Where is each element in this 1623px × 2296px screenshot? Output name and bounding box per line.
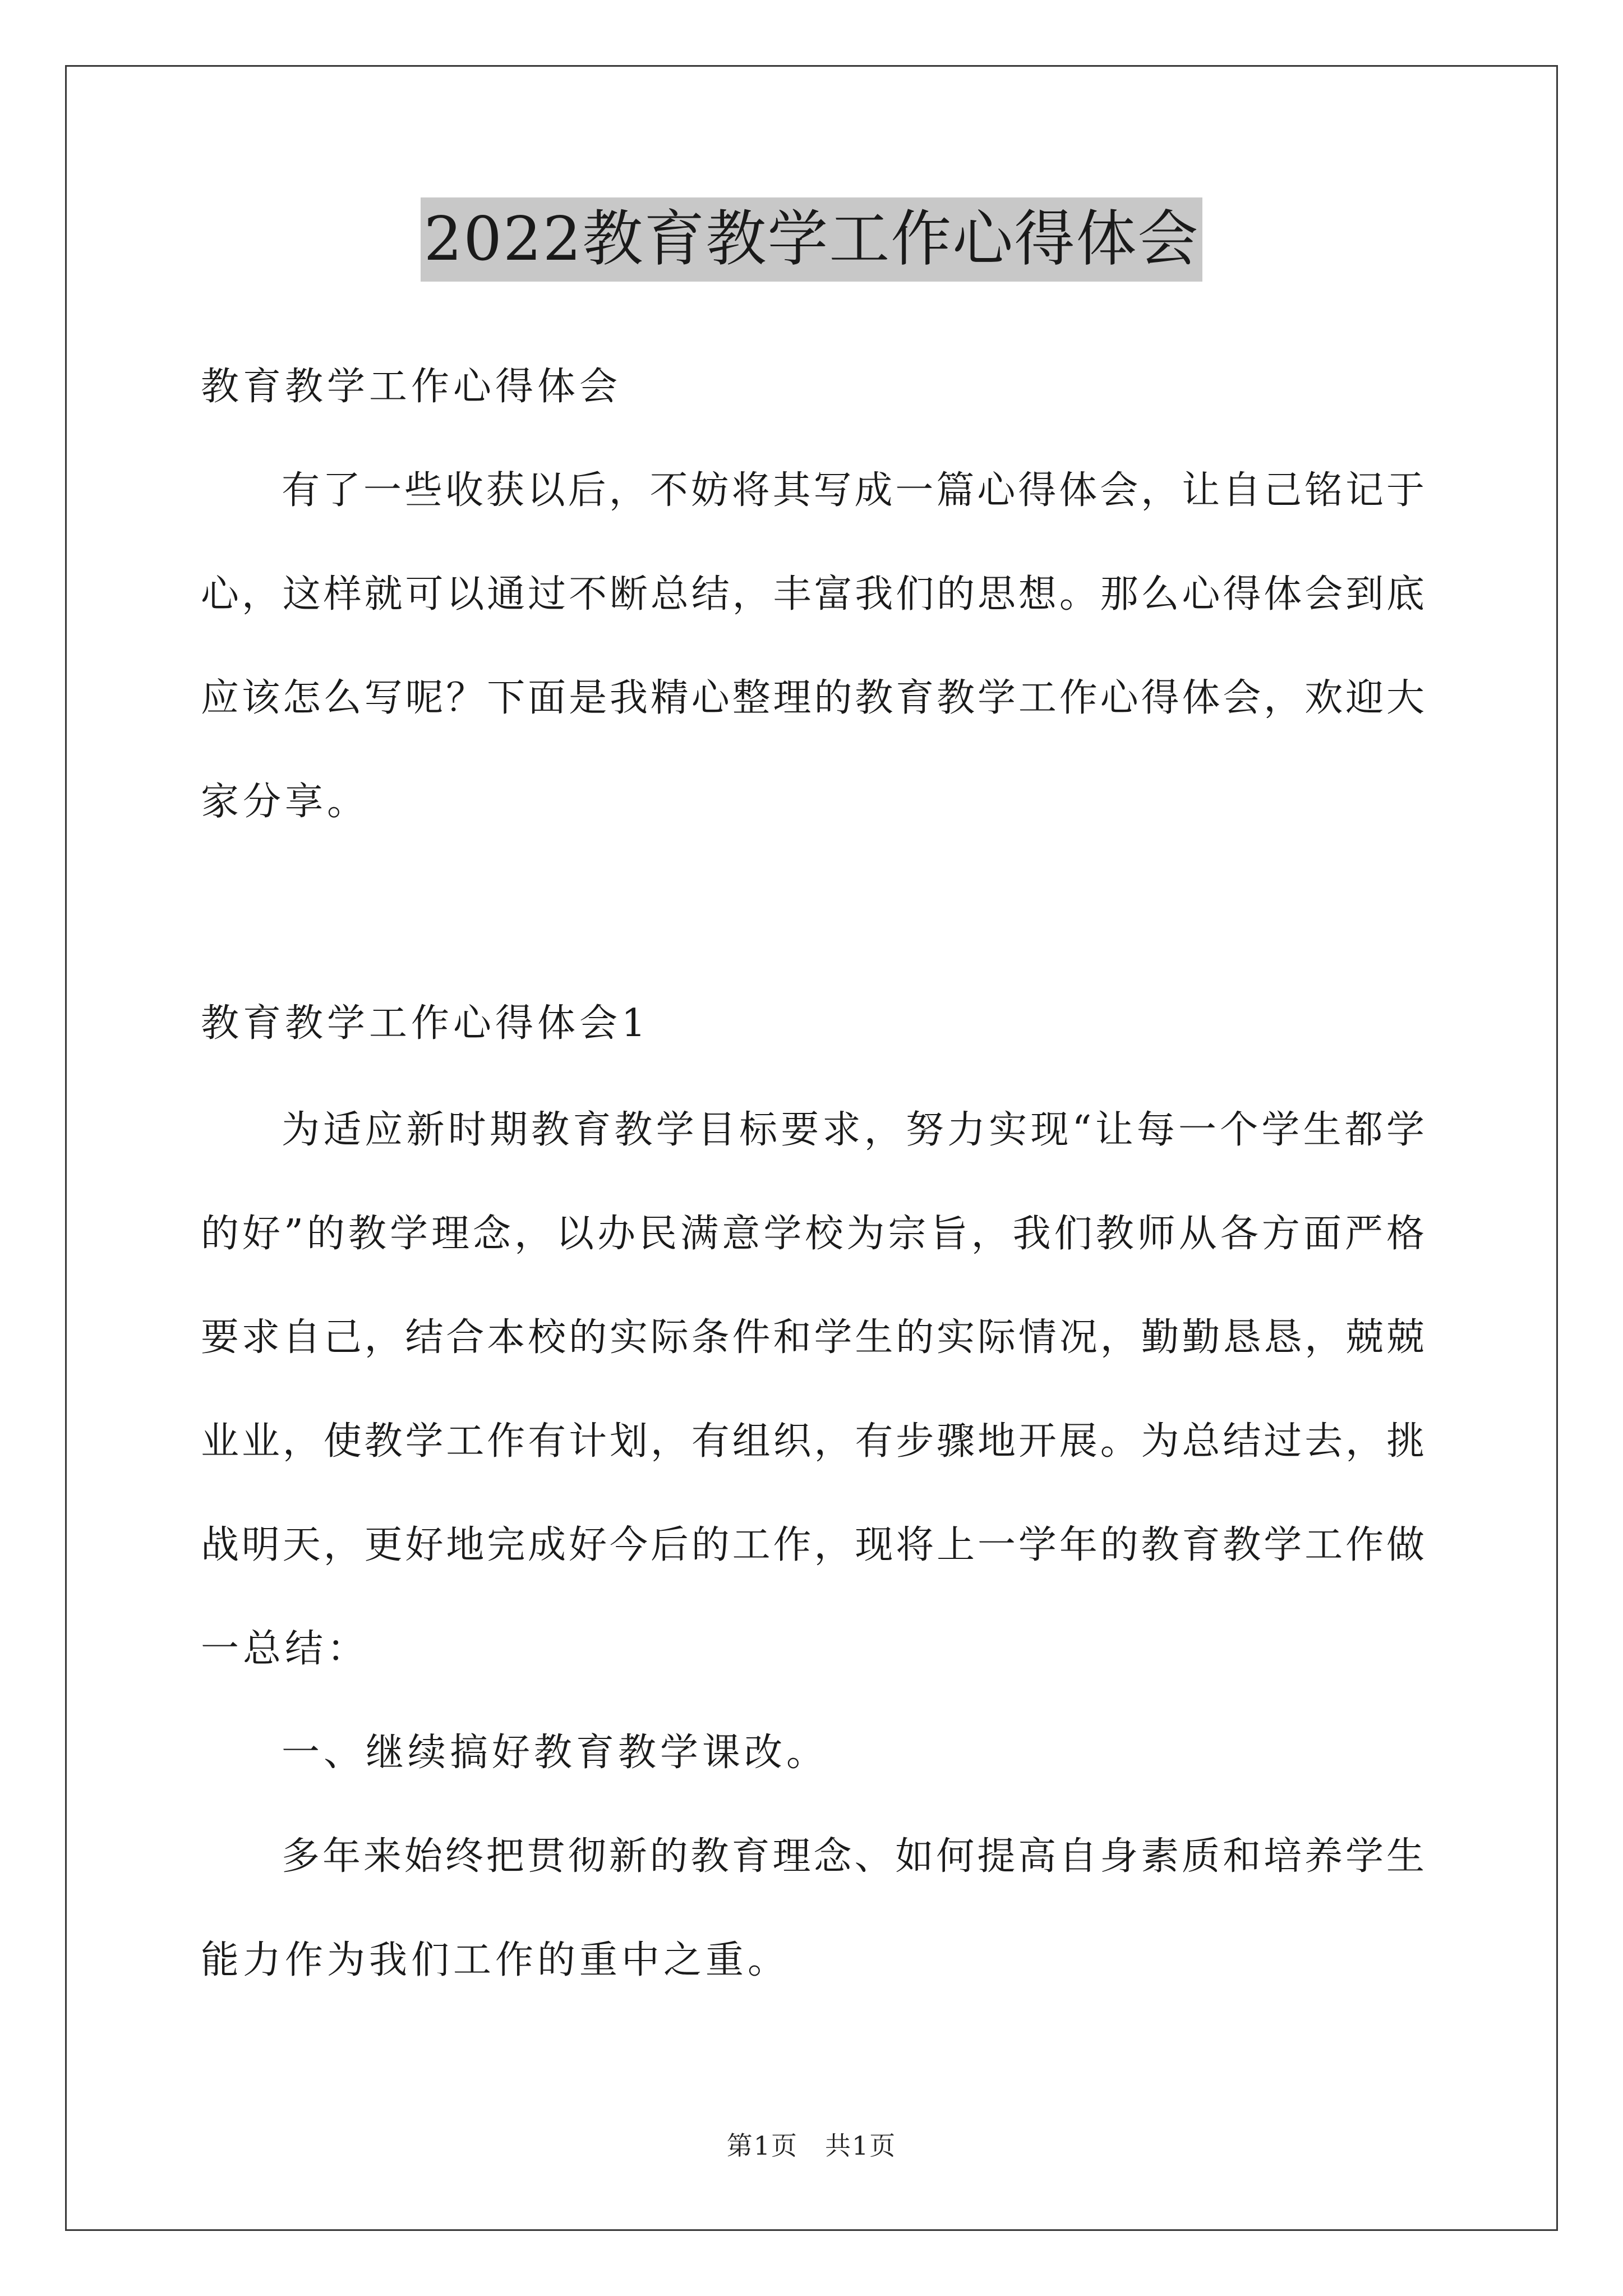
page-footer: 第1页 共1页 (726, 2131, 897, 2161)
body-line-3: 要求自己，结合本校的实际条件和学生的实际情况，勤勤恳恳，兢兢 (201, 1315, 1424, 1360)
section-heading: 教育教学工作心得体会1 (201, 1001, 650, 1046)
body-line-4: 业业，使教学工作有计划，有组织，有步骤地开展。为总结过去，挑 (201, 1419, 1424, 1464)
point-heading: 一、继续搞好教育教学课改。 (282, 1731, 829, 1775)
body-line-1: 为适应新时期教育教学目标要求，努力实现“让每一个学生都学 (282, 1108, 1424, 1152)
intro-line-2: 心，这样就可以通过不断总结，丰富我们的思想。那么心得体会到底 (201, 572, 1424, 616)
intro-line-3: 应该怎么写呢？下面是我精心整理的教育教学工作心得体会，欢迎大 (201, 676, 1424, 720)
document-subtitle: 教育教学工作心得体会 (201, 365, 622, 409)
intro-line-1: 有了一些收获以后，不妨将其写成一篇心得体会，让自己铭记于 (282, 468, 1424, 513)
body-line-5: 战明天，更好地完成好今后的工作，现将上一学年的教育教学工作做 (201, 1523, 1424, 1567)
intro-line-4: 家分享。 (201, 780, 370, 824)
body-line-6: 一总结： (201, 1627, 370, 1671)
point-line-2: 能力作为我们工作的重中之重。 (201, 1938, 790, 1982)
body-line-2: 的好”的教学理念，以办民满意学校为宗旨，我们教师从各方面严格 (201, 1212, 1424, 1256)
document-title (0, 197, 1623, 287)
document-title-text: 2022教育教学工作心得体会 (421, 197, 1203, 282)
point-line-1: 多年来始终把贯彻新的教育理念、如何提高自身素质和培养学生 (282, 1834, 1424, 1879)
